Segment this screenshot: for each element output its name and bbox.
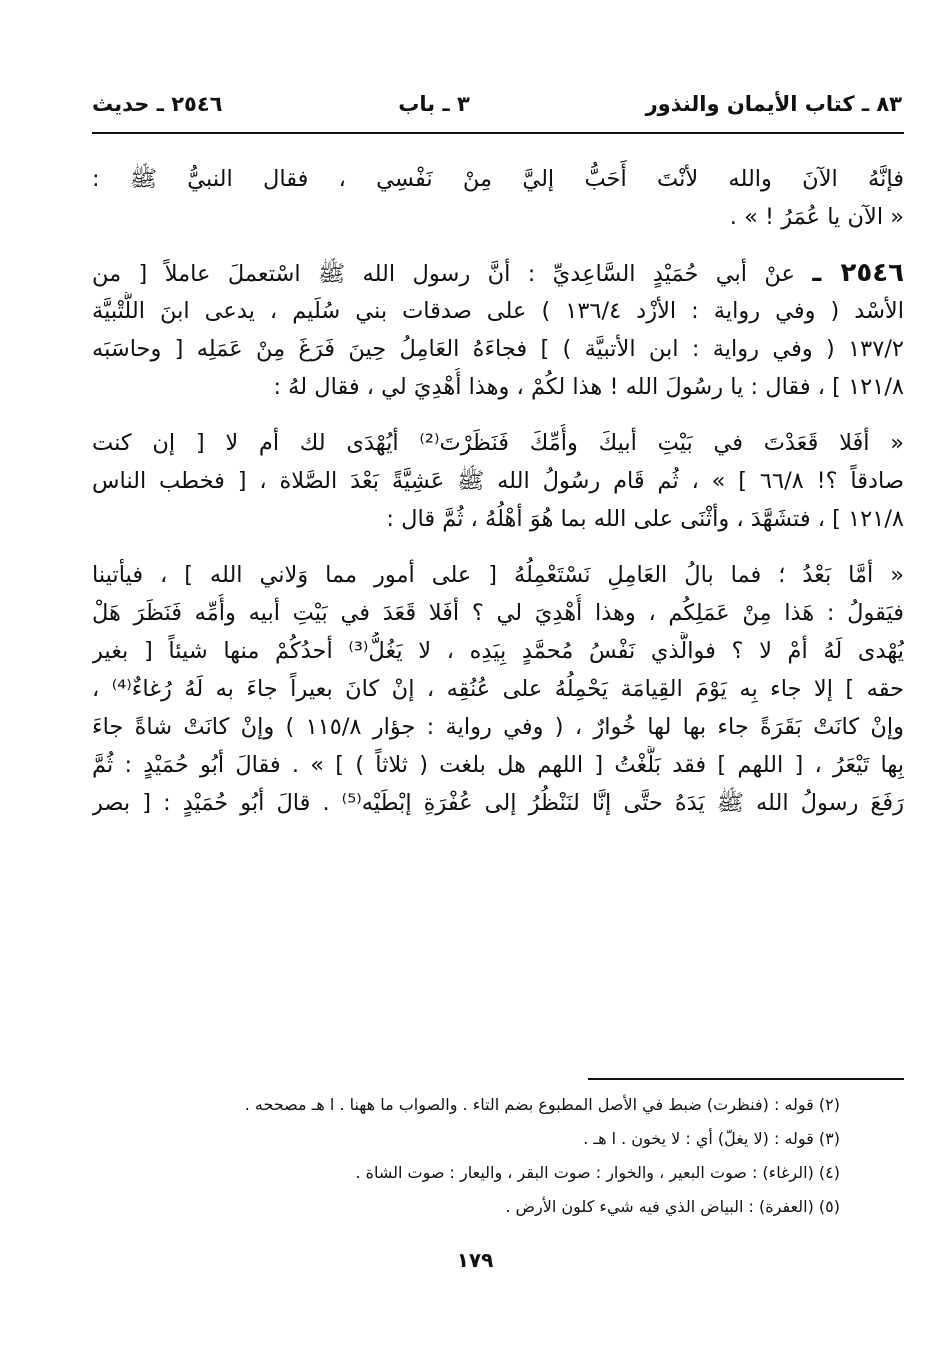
running-header bbox=[92, 82, 902, 126]
text-line: يُهْدى لَهُ أمْ لا ؟ فوالَّذي نَفْسُ مُحمَّدٍ بِيَدِه ، لا يَغُلُّ⁽³⁾ أحدُكُمْ منها شيئاً [ بغير bbox=[92, 638, 904, 664]
paragraph-gap bbox=[92, 538, 904, 556]
text-line: « أمَّا بَعْدُ ؛ فما بالُ العَامِلِ نَسْتَعْمِلُهُ [ على أمور مما وَلاني الله ] ، فيأتينا bbox=[92, 562, 904, 588]
paragraph-gap bbox=[92, 406, 904, 424]
text-line: « أفَلا قَعَدْتَ في بَيْتِ أبيكَ وأُمِّكَ فَنَظَرْتَ⁽²⁾ أيُهْدَى لك أم لا [ إن كنت bbox=[92, 430, 904, 456]
text-line: صادقاً ؟! ٦٦/٨ ] » ، ثُم قَام رسُولُ الله ﷺ عَشِيَّةً بَعْدَ الصَّلاة ، [ فخطب الناس bbox=[92, 468, 904, 494]
text-line: ١٢١/٨ ] ، فقال : يا رسُولَ الله ! هذا لكُمْ ، وهذا أُهْدِيَ لي ، فقال لهُ : bbox=[273, 374, 904, 400]
footnote: (٤) (الرغاء) : صوت البعير ، والخوار : صوت البقر ، واليعار : صوت الشاة . bbox=[355, 1163, 840, 1182]
footnote-divider bbox=[588, 1078, 904, 1080]
footnote: (٥) (العفرة) : البياض الذي فيه شيء كلون الأرض . bbox=[505, 1197, 840, 1216]
header-book-title: ٨٣ ـ كتاب الأيمان والنذور bbox=[645, 92, 902, 116]
hadith-number: ٢٥٤٦ ـ bbox=[812, 258, 904, 288]
page-number: ١٧٩ bbox=[456, 1248, 494, 1272]
footnotes bbox=[92, 1088, 840, 1224]
paragraph-gap bbox=[92, 236, 904, 254]
text-line: وإنْ كانَتْ بَقَرَةً جاء بها لها خُوارٌ ، ( وفي رواية : جؤار ١١٥/٨ ) وإنْ كانَتْ شاةً جاءَ bbox=[92, 714, 904, 740]
text-line: « الآن يا عُمَرُ ! » . bbox=[729, 204, 904, 230]
text-line: حقه ] إلا جاء بِه يَوْمَ القِيامَة يَحْمِلُهُ على عُنُقِه ، إنْ كانَ بعيراً جاءَ به لَهُ رُغاءٌ⁽⁴⁾ ، bbox=[92, 676, 904, 702]
footnote: (٢) قوله : (فنظرت) ضبط في الأصل المطبوع بضم التاء . والصواب ما ههنا . ا هـ مصححه . bbox=[244, 1095, 840, 1114]
header-chapter: ٣ ـ باب bbox=[398, 92, 470, 116]
header-hadith-ref: ٢٥٤٦ ـ حديث bbox=[92, 92, 223, 116]
header-divider bbox=[92, 132, 904, 134]
text-line: ١٢١/٨ ] ، فتشَهَّدَ ، وأثْنَى على الله بما هُوَ أهْلُهُ ، ثُمَّ قال : bbox=[386, 506, 904, 532]
text-line: رَفَعَ رسولُ الله ﷺ يَدَهُ حتَّى إنَّا لنَنْظُرُ إلى عُفْرَةِ إبْطَيْه⁽⁵⁾ . قالَ أبُو حُمَيْدٍ : [ بصر bbox=[92, 790, 904, 816]
text-line-content: عنْ أبي حُمَيْدٍ السَّاعِديِّ : أنَّ رسول الله ﷺ اسْتعملَ عاملاً [ من bbox=[92, 261, 795, 287]
text-line: ١٣٧/٢ ( وفي رواية : ابن الأتبيَّة ) ] فجاءَهُ العَامِلُ حِينَ فَرَغَ مِنْ عَمَلِه [ وحاسَبَه bbox=[92, 336, 904, 362]
text-line: فيَقولُ : هَذا مِنْ عَمَلِكُم ، وهذا أُهْدِيَ لي ؟ أفَلا قَعَدَ في بَيْتِ أبيه وأُمِّه فَنَظَرَ هَلْ bbox=[92, 600, 904, 626]
main-text bbox=[92, 160, 904, 822]
text-line: الأسْد ( وفي رواية : الأزْد ١٣٦/٤ ) على صدقات بني سُلَيم ، يدعى ابنَ اللُّتْبيَّة bbox=[92, 298, 904, 324]
text-line bbox=[92, 254, 904, 292]
text-line: فإنَّهُ الآنَ والله لأنْتَ أَحَبُّ إليَّ مِنْ نَفْسِي ، فقال النبيُّ ﷺ : bbox=[92, 166, 904, 192]
text-line: بِها تَيْعَرُ ، [ اللهم ] فقد بَلَّغْتُ [ اللهم هل بلغت ( ثلاثاً ) ] » . فقالَ أبُو حُمَيْدٍ : ثُمَّ bbox=[92, 752, 904, 778]
footnote: (٣) قوله : (لا يغلّ) أي : لا يخون . ا هـ . bbox=[583, 1129, 840, 1148]
